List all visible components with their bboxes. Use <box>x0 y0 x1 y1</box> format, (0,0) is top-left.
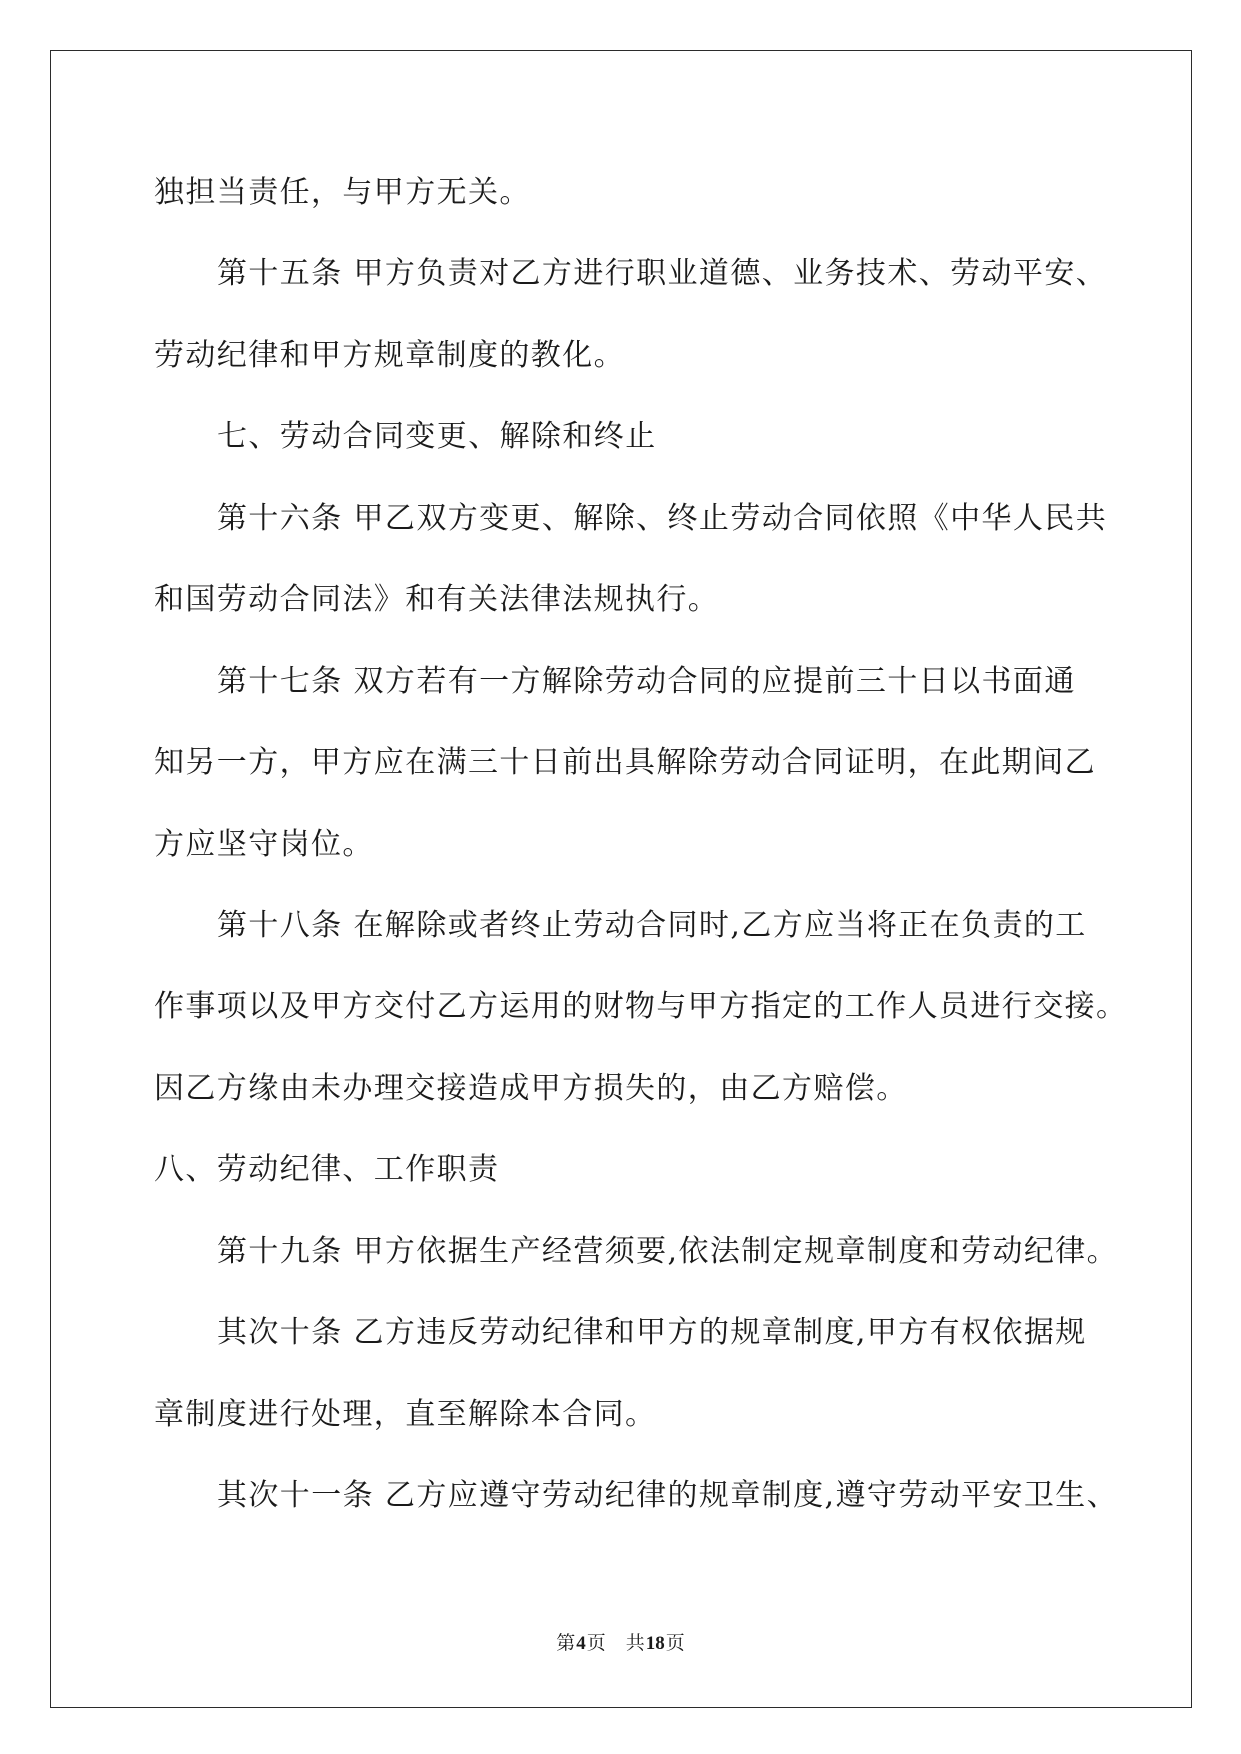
section-heading: 七、劳动合同变更、解除和终止 <box>217 419 657 455</box>
page-indicator <box>556 1633 606 1654</box>
text-line: 和国劳动合同法》和有关法律法规执行。 <box>154 582 720 618</box>
total-pages-indicator <box>626 1633 685 1654</box>
text-line: 方应坚守岗位。 <box>154 826 374 862</box>
page-prefix: 第 <box>556 1633 576 1654</box>
text-line: 第十八条 在解除或者终止劳动合同时,乙方应当将正在负责的工 <box>217 907 1087 943</box>
page-suffix: 页 <box>586 1633 606 1654</box>
paragraph-continuation <box>154 152 1184 233</box>
section-7-heading <box>154 396 1184 477</box>
text-line: 独担当责任，与甲方无关。 <box>154 175 531 210</box>
clause-19 <box>154 1211 1184 1292</box>
total-prefix: 共 <box>625 1633 645 1654</box>
text-line: 第十五条 甲方负责对乙方进行职业道德、业务技术、劳动平安、 <box>217 256 1108 292</box>
clause-17 <box>154 641 1184 885</box>
clause-20 <box>154 1292 1184 1455</box>
text-line: 章制度进行处理，直至解除本合同。 <box>154 1396 657 1432</box>
total-pages: 18 <box>645 1633 665 1654</box>
page-footer <box>0 1632 1241 1656</box>
clause-16 <box>154 478 1184 641</box>
section-8-heading <box>154 1129 1184 1210</box>
text-line: 其次十条 乙方违反劳动纪律和甲方的规章制度,甲方有权依据规 <box>217 1315 1087 1351</box>
text-line: 作事项以及甲方交付乙方运用的财物与甲方指定的工作人员进行交接。 <box>154 989 1128 1025</box>
total-suffix: 页 <box>665 1633 685 1654</box>
document-body <box>154 152 1184 1536</box>
page-number: 4 <box>576 1633 586 1654</box>
clause-21 <box>154 1455 1184 1536</box>
text-line: 其次十一条 乙方应遵守劳动纪律的规章制度,遵守劳动平安卫生、 <box>217 1478 1119 1513</box>
text-line: 第十六条 甲乙双方变更、解除、终止劳动合同依照《中华人民共 <box>217 500 1108 536</box>
section-heading: 八、劳动纪律、工作职责 <box>154 1152 500 1188</box>
text-line: 知另一方，甲方应在满三十日前出具解除劳动合同证明，在此期间乙 <box>154 745 1096 781</box>
text-line: 因乙方缘由未办理交接造成甲方损失的，由乙方赔偿。 <box>154 1070 908 1106</box>
clause-18 <box>154 885 1184 1129</box>
text-line: 第十九条 甲方依据生产经营须要,依法制定规章制度和劳动纪律。 <box>217 1233 1119 1269</box>
text-line: 第十七条 双方若有一方解除劳动合同的应提前三十日以书面通 <box>217 663 1076 699</box>
clause-15 <box>154 233 1184 396</box>
text-line: 劳动纪律和甲方规章制度的教化。 <box>154 337 625 373</box>
